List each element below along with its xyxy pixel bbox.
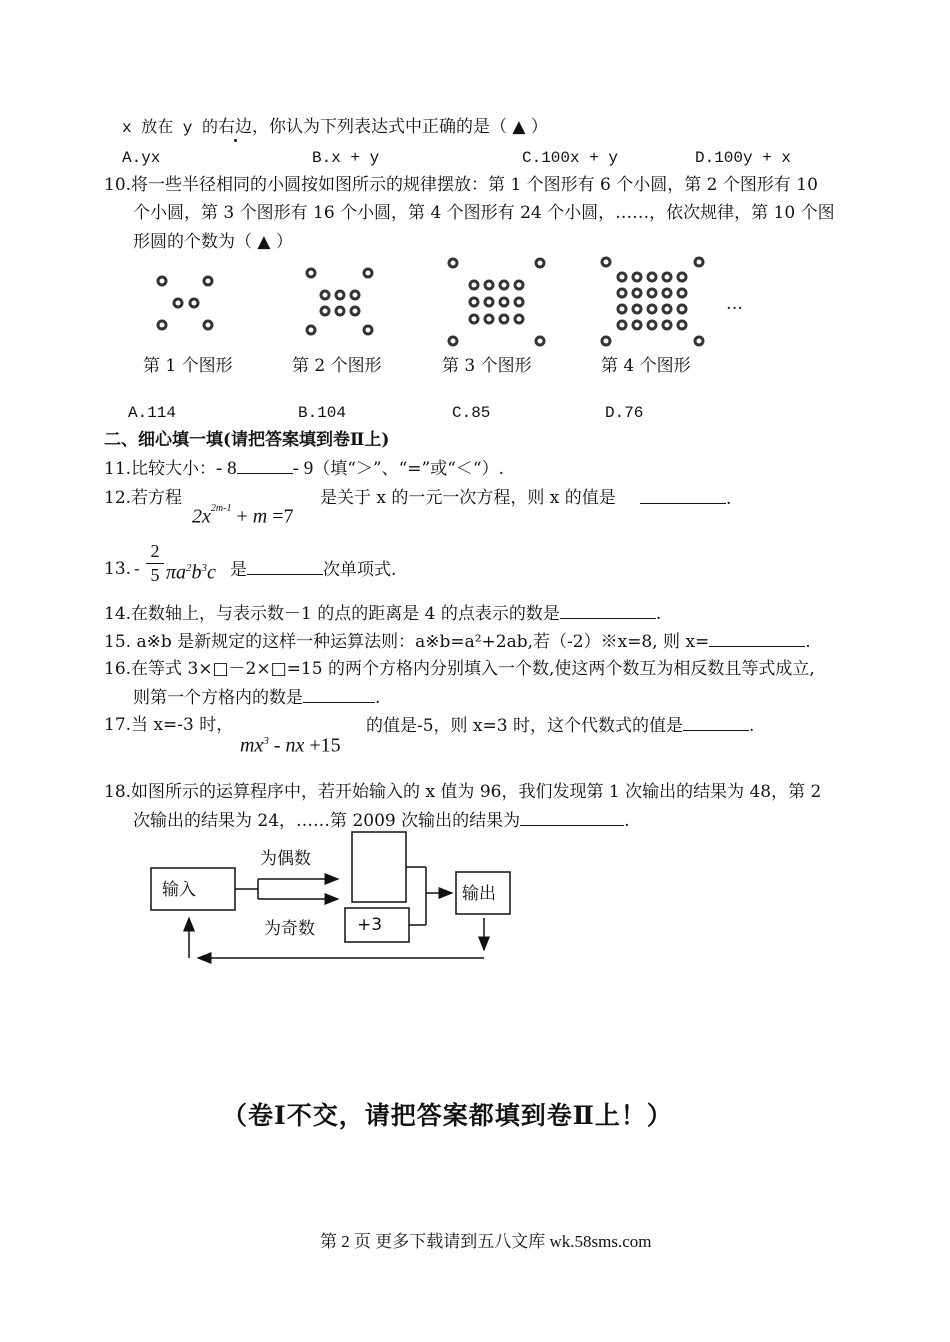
q10-line1: 10.将一些半径相同的小圆按如图所示的规律摆放：第 1 个图形有 6 个小圆，第 2 个图形有 10: [104, 175, 818, 195]
q12-equation: $2x^{2m-1} + m =7$: [192, 503, 294, 528]
q13-frac-num: 2: [150, 541, 160, 561]
even-box: [352, 832, 406, 902]
q12-suffix: 是关于 x 的一元一次方程，则 x 的值是: [320, 488, 616, 508]
q16-end: .: [375, 688, 381, 708]
flow-even-label: 为偶数: [260, 849, 311, 869]
q9-option-a: A.yx: [122, 149, 161, 167]
q9-option-b: B.x + y: [312, 149, 380, 167]
q14-end: .: [655, 604, 662, 624]
q15-text: 15. a※b 是新规定的这样一种运算法则：a※b=a²+2ab,若（-2）※x=8, 则 x=: [104, 632, 710, 652]
q9-emphasis: 右边: [218, 117, 253, 137]
q13-prefix: 13.: [104, 559, 132, 579]
figure-label-2: 第 2 个图形: [292, 356, 382, 376]
q11-prefix: 11.比较大小：: [104, 459, 217, 479]
figure-label-4: 第 4 个图形: [601, 356, 691, 376]
q18-line1: 18.如图所示的运算程序中，若开始输入的 x 值为 96，我们发现第 1 次输出的结果为 48，第 2: [104, 782, 822, 802]
q16-text: 则第一个方格内的数是: [133, 688, 303, 708]
page-footer: 第 2 页 更多下载请到五八文库 wk.58sms.com: [320, 1232, 652, 1251]
q9-text-a: x 放在 y 的: [122, 119, 219, 137]
q10-option-c: C.85: [452, 404, 491, 422]
q10-option-d: D.76: [605, 404, 644, 422]
figure-label-3: 第 3 个图形: [442, 356, 532, 376]
q9-option-c: C.100x + y: [522, 149, 619, 167]
q17-prefix: 17.当 x=-3 时，: [104, 715, 234, 735]
q10-line3: 形圆的个数为（ ▲ ）: [133, 232, 293, 252]
q14-text: 14.在数轴上，与表示数－1 的点的距离是 4 的点表示的数是: [104, 604, 560, 624]
q13-minus: -: [134, 559, 140, 578]
figure-label-1: 第 1 个图形: [143, 356, 233, 376]
flow-odd-label: 为奇数: [264, 919, 315, 939]
figure-ellipsis: …: [726, 294, 743, 314]
notice: （卷Ⅰ不交，请把答案都填到卷Ⅱ上！）: [222, 1101, 673, 1130]
q10-line2: 个小圆，第 3 个图形有 16 个小圆，第 4 个图形有 24 个小圆，……，依次规律，第 10 个图: [133, 203, 835, 223]
q17-expression: $mx^3$ - nx +15: [240, 734, 341, 757]
q9-option-d: D.100y + x: [695, 149, 792, 167]
q18-text: 次输出的结果为 24，……第 2009 次输出的结果为: [133, 811, 521, 831]
flow-plus3-label: +3: [357, 915, 383, 935]
q17-suffix: 的值是-5，则 x=3 时，这个代数式的值是: [366, 716, 684, 736]
q11-suffix: （填“＞”、“=”或“＜“）.: [313, 459, 504, 479]
q11-b: - 9: [292, 458, 314, 479]
q15-end: .: [805, 632, 811, 652]
q17-end: .: [749, 716, 755, 736]
flow-output-label: 输出: [462, 884, 496, 904]
q16-line1: 16.在等式 3×□－2×□=15 的两个方格内分别填入一个数,使这两个数互为相反数且等式成立,: [104, 659, 815, 679]
section-title: 二、细心填一填(请把答案填到卷Ⅱ上): [104, 430, 390, 450]
q18-end: .: [624, 811, 630, 831]
q12-prefix: 12.若方程: [104, 488, 183, 508]
q13-frac-den: 5: [150, 565, 160, 585]
flow-input-label: 输入: [162, 880, 196, 900]
q13-suffix: 是: [230, 560, 247, 580]
q10-option-a: A.114: [128, 404, 177, 422]
q11-a: - 8: [216, 458, 237, 479]
q12-end: .: [726, 489, 732, 509]
q13-end: 次单项式.: [323, 560, 397, 580]
q10-option-b: B.104: [298, 404, 347, 422]
q13-monomial: $\pi a^2b^3c$: [166, 561, 216, 584]
q9-text-b: ，你认为下列表达式中正确的是（ ▲ ）: [252, 117, 548, 137]
